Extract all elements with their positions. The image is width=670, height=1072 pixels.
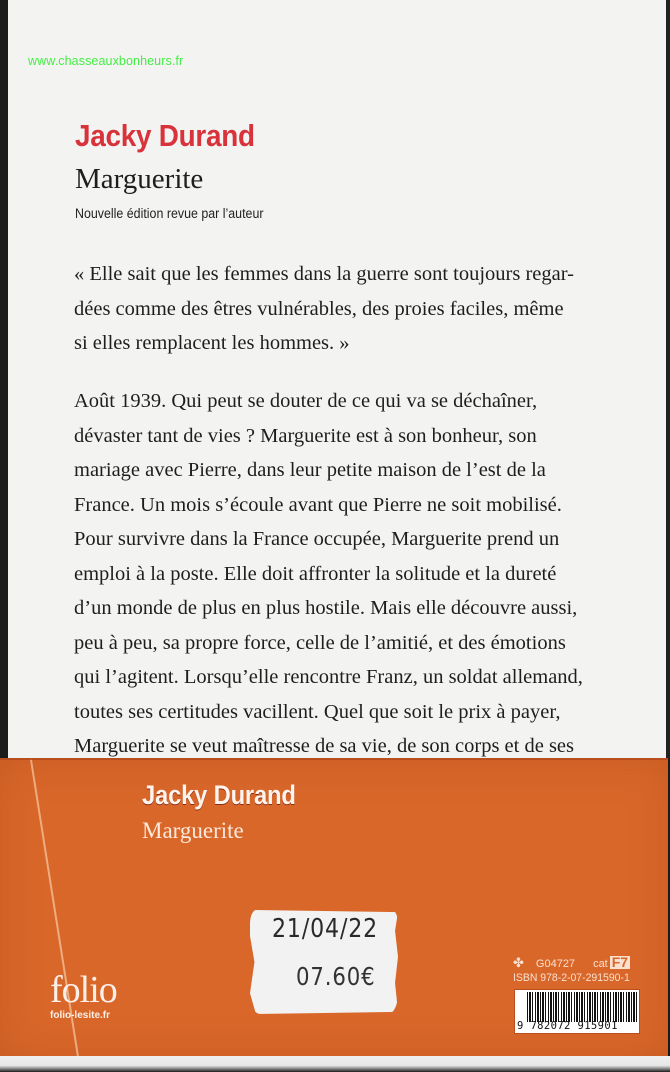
blurb-line: peu à peu, sa propre force, celle de l’amitié, et des émotions <box>74 631 566 654</box>
blurb-line: dévaster tant de vies ? Marguerite est à son bonheur, son <box>74 424 537 447</box>
barcode <box>514 989 640 1034</box>
author-name: Jacky Durand <box>75 118 255 153</box>
barcode-digits: 9 782072 915901 <box>517 1020 618 1032</box>
blurb-block <box>74 384 634 798</box>
blurb-line: France. Un mois s’écoule avant que Pierre ne soit mobilisé. <box>74 493 562 516</box>
band-book-title: Marguerite <box>142 818 244 843</box>
catalog-code: G04727 <box>535 958 576 970</box>
quote-line: si elles remplacent les hommes. » <box>74 332 350 354</box>
blurb-line: toutes ses certitudes vacillent. Quel que soit le prix à payer, <box>74 700 561 723</box>
blurb-line: d’un monde de plus en plus hostile. Mais elle découvre aussi, <box>74 597 578 619</box>
cat-label: cat <box>593 958 608 970</box>
bottom-page-edge <box>0 1056 670 1072</box>
blurb-line: Marguerite se veut maîtresse de sa vie, de son corps et de ses <box>74 735 575 757</box>
blurb-line: mariage avec Pierre, dans leur petite maison de l’est de la <box>74 459 546 481</box>
blurb-line: Août 1939. Qui peut se douter de ce qui va se déchaîner, <box>74 390 538 412</box>
barcode-bars-icon <box>527 992 637 1022</box>
blurb-line: Pour survivre dans la France occupée, Marguerite prend un <box>74 528 560 550</box>
publisher-website: folio-lesite.fr <box>50 1010 111 1021</box>
edition-note: Nouvelle édition revue par l’auteur <box>75 206 264 221</box>
blurb-line: qui l’agitent. Lorsqu’elle rencontre Franz, un soldat allemand, <box>74 666 583 688</box>
quote-line: « Elle sait que les femmes dans la guerre sont toujours regar- <box>74 263 574 285</box>
price-sticker-date: 21/04/22 <box>272 914 379 944</box>
isbn-text: ISBN 978-2-07-291590-1 <box>513 972 630 984</box>
band-author-name: Jacky Durand <box>142 780 296 810</box>
right-edge-shadow <box>666 0 670 760</box>
price-sticker-price: 07.60€ <box>296 962 376 991</box>
watermark-url: www.chasseauxbonheurs.fr <box>28 54 184 68</box>
book-title: Marguerite <box>75 163 204 195</box>
publisher-mark-icon: ✤ <box>513 955 524 970</box>
quote-line: dées comme des êtres vulnérables, des proies faciles, même <box>74 297 564 320</box>
quote-block <box>74 257 634 361</box>
folio-logo: folio <box>50 969 117 1011</box>
cat-value-badge: F7 <box>611 954 629 970</box>
blurb-line: emploi à la poste. Elle doit affronter la solitude et la dureté <box>74 562 557 585</box>
catalog-line <box>513 955 663 971</box>
